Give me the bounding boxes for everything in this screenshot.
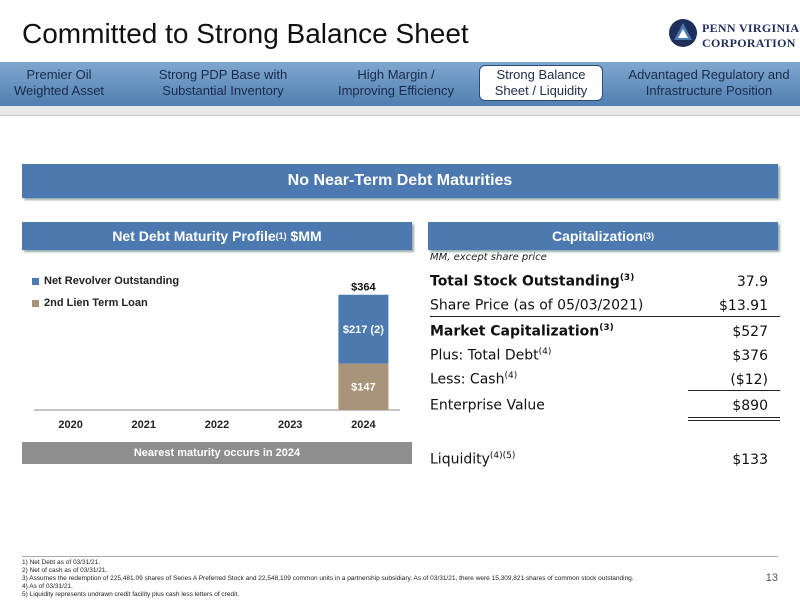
cap-row-value: $133 bbox=[732, 452, 768, 468]
legend-item-revolver bbox=[32, 275, 179, 287]
capitalization-table bbox=[430, 252, 780, 468]
tab-strong-pdp-base[interactable] bbox=[145, 66, 301, 100]
section-nav bbox=[0, 62, 800, 106]
cap-row-market-cap bbox=[430, 318, 780, 340]
x-tick-label: 2020 bbox=[58, 419, 83, 431]
footnote: 1) Net Debt as of 03/31/21. bbox=[22, 559, 101, 566]
legend-item-term-loan bbox=[32, 297, 148, 309]
maturity-profile-header bbox=[22, 222, 412, 250]
maturity-note: Nearest maturity occurs in 2024 bbox=[22, 442, 412, 464]
tab-label-line1: Strong PDP Base with bbox=[158, 67, 288, 82]
legend-label-term-loan: 2nd Lien Term Loan bbox=[44, 297, 148, 309]
cap-row-label: Less: Cash$^{(4)}$ bbox=[430, 371, 518, 388]
cap-row-value: $376 bbox=[732, 348, 768, 364]
cap-row-value: $13.91 bbox=[719, 298, 768, 314]
logo-text-line2: CORPORATION bbox=[702, 36, 796, 50]
page-title: Committed to Strong Balance Sheet bbox=[22, 18, 469, 49]
capitalization-title-sup: (3) bbox=[643, 231, 654, 241]
tab-label-line2: Sheet / Liquidity bbox=[494, 83, 588, 98]
legend-swatch-term-loan bbox=[32, 300, 39, 307]
tab-label-line2: Substantial Inventory bbox=[162, 83, 284, 98]
cap-total-line-2 bbox=[688, 420, 780, 421]
tab-label-line1: High Margin / bbox=[357, 67, 435, 82]
legend-swatch-revolver bbox=[32, 278, 39, 285]
cap-row-enterprise-value bbox=[430, 392, 780, 414]
tab-label-line1: Premier Oil bbox=[26, 67, 92, 82]
cap-subtotal-line bbox=[688, 390, 780, 391]
x-tick-label: 2023 bbox=[277, 419, 303, 431]
cap-row-label: Liquidity$^{(4)(5)}$ bbox=[430, 451, 516, 468]
tab-label-line2: Improving Efficiency bbox=[337, 83, 455, 98]
tab-label-line1: Advantaged Regulatory and bbox=[628, 67, 790, 82]
cap-total-line-1 bbox=[688, 417, 780, 418]
footnotes bbox=[22, 559, 634, 599]
cap-row-label: Total Stock Outstanding$^{(3)}$ bbox=[430, 273, 635, 290]
cap-row-liquidity bbox=[430, 446, 780, 468]
footnote: 3) Assumes the redemption of 225,481.09 shares of Series A Preferred Stock and 22,548,109 common units in a partnership subsidiary. As of 03/31/21, there were 15,309,821 shares of common stock outstanding. bbox=[22, 575, 634, 582]
tab-label-line1: Strong Balance bbox=[496, 67, 586, 82]
x-tick-label: 2021 bbox=[131, 419, 157, 431]
cap-row-cash bbox=[430, 366, 780, 388]
maturity-profile-title: Net Debt Maturity Profile bbox=[112, 228, 276, 244]
footnote: 2) Net of cash as of 03/31/21. bbox=[22, 567, 108, 574]
tab-label-line2: Infrastructure Position bbox=[645, 83, 773, 98]
maturity-chart bbox=[22, 255, 412, 440]
legend-label-revolver: Net Revolver Outstanding bbox=[44, 275, 180, 287]
cap-row-value: 37.9 bbox=[736, 274, 768, 290]
cap-row-value: $890 bbox=[732, 398, 768, 414]
cap-row-total-stock bbox=[430, 268, 780, 290]
cap-row-share-price bbox=[430, 292, 780, 314]
capitalization-header bbox=[428, 222, 778, 250]
maturity-profile-title-suffix: $MM bbox=[286, 228, 322, 244]
tab-premier-oil[interactable] bbox=[0, 66, 118, 100]
tab-advantaged-regulatory[interactable] bbox=[618, 66, 800, 100]
tab-label-line2: Weighted Asset bbox=[13, 83, 105, 98]
cap-row-label: Market Capitalization$^{(3)}$ bbox=[430, 323, 614, 340]
company-logo bbox=[668, 18, 798, 52]
footnote: 4) As of 03/31/21. bbox=[22, 583, 73, 590]
bar-value-label: $217 (2) bbox=[342, 324, 384, 337]
tab-high-margin[interactable] bbox=[328, 66, 464, 100]
capitalization-title: Capitalization bbox=[551, 228, 643, 244]
nav-underline bbox=[0, 106, 800, 116]
capitalization-subtitle: MM, except share price bbox=[430, 252, 547, 263]
cap-row-total-debt bbox=[430, 342, 780, 364]
tab-strong-balance-sheet[interactable] bbox=[479, 65, 603, 101]
page-number: 13 bbox=[765, 572, 778, 584]
x-tick-label: 2024 bbox=[351, 419, 376, 431]
cap-row-label: Share Price (as of 05/03/2021) bbox=[430, 298, 644, 314]
footnote: 5) Liquidity represents undrawn credit facility plus cash less letters of credit. bbox=[22, 591, 240, 598]
cap-row-label: Enterprise Value bbox=[430, 398, 545, 414]
logo-mark-icon bbox=[668, 18, 698, 48]
bar-value-label: $147 bbox=[351, 381, 376, 394]
footnote-divider bbox=[22, 556, 778, 557]
logo-text-line1: PENN VIRGINIA bbox=[702, 21, 800, 35]
cap-row-label: Plus: Total Debt$^{(4)}$ bbox=[430, 347, 552, 364]
maturity-profile-title-sup: (1) bbox=[275, 231, 287, 241]
cap-row-value: $527 bbox=[732, 324, 768, 340]
cap-row-value: ($12) bbox=[730, 372, 768, 388]
bar-total-label: $364 bbox=[351, 281, 376, 294]
section-banner: No Near-Term Debt Maturities bbox=[22, 164, 778, 198]
cap-divider bbox=[430, 316, 780, 317]
x-tick-label: 2022 bbox=[204, 419, 230, 431]
